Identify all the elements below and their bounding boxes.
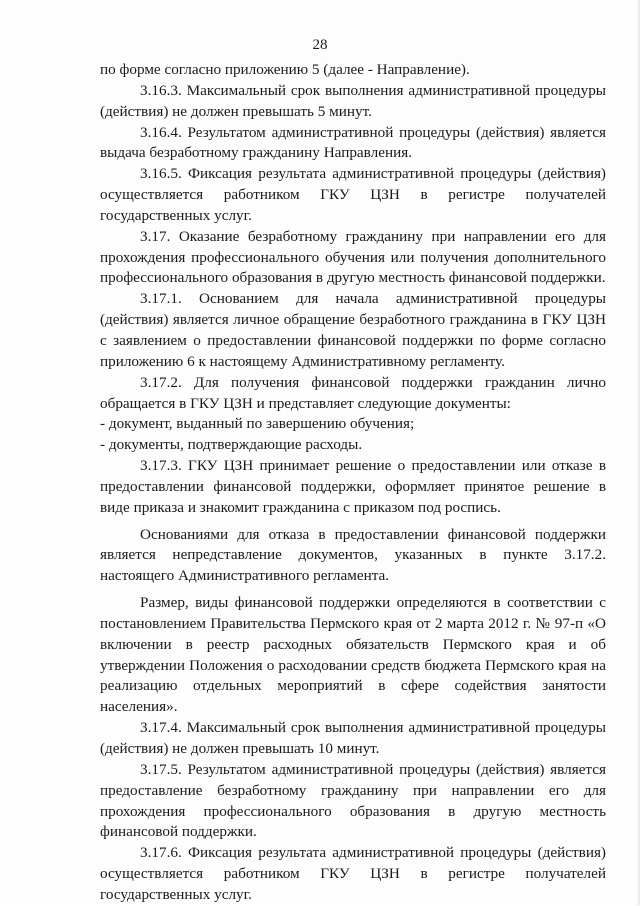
paragraph-continuation: по форме согласно приложению 5 (далее - Направление). bbox=[100, 61, 470, 78]
paragraph-3-17: 3.17. Оказание безработному гражданину при направлении его для прохождения профессионального обучения или получения дополнительного профессионального образования в другую местность финансовой поддержки. bbox=[100, 227, 606, 287]
list-item-expenses: - документы, подтверждающие расходы. bbox=[100, 436, 363, 454]
paragraph-support-amount: Размер, виды финансовой поддержки определяются в соответствии с постановлением Правительства Пермского края от 2 марта 2012 г. № 97-п «О включении в реестр расходных обязательств Пермского края и об утверждении Положения о расходовании средств бюджета Пермского края на реализацию отдельных мероприятий в сфере содействия занятости населения». bbox=[100, 594, 606, 716]
paragraph-3-17-4: 3.17.4. Максимальный срок выполнения административной процедуры (действия) не должен превышать 10 минут. bbox=[100, 719, 606, 757]
list-item-document: - документ, выданный по завершению обучения; bbox=[100, 415, 415, 433]
paragraph-3-17-5: 3.17.5. Результатом административной процедуры (действия) является предоставление безработному гражданину при направлении его для прохождения профессионального образования в другую местность финансовой поддержки. bbox=[100, 760, 606, 841]
scan-edge-shadow bbox=[636, 0, 640, 905]
paragraph-3-16-5: 3.16.5. Фиксация результата административной процедуры (действия) осуществляется работником ГКУ ЦЗН в регистре получателей государственных услуг. bbox=[100, 165, 606, 224]
document-body bbox=[100, 60, 606, 906]
paragraph-3-17-1: 3.17.1. Основанием для начала административной процедуры (действия) является личное обращение безработного гражданина в ГКУ ЦЗН с заявлением о предоставлении финансовой поддержки по форме согласно приложению 6 к настоящему Административному регламенту. bbox=[100, 290, 606, 370]
paragraph-3-17-2: 3.17.2. Для получения финансовой поддержки гражданин лично обращается в ГКУ ЦЗН и представляет следующие документы: bbox=[100, 373, 606, 412]
page-number: 28 bbox=[312, 37, 328, 53]
paragraph-3-16-4: 3.16.4. Результатом административной процедуры (действия) является выдача безработному гражданину Направления. bbox=[100, 123, 606, 162]
paragraph-3-17-3: 3.17.3. ГКУ ЦЗН принимает решение о предоставлении или отказе в предоставлении финансовой поддержки, оформляет принятое решение в виде приказа и знакомит гражданина с приказом под роспись. bbox=[100, 457, 606, 516]
paragraph-refusal-grounds: Основаниями для отказа в предоставлении финансовой поддержки является непредставление документов, указанных в пункте 3.17.2. настоящего Административного регламента. bbox=[100, 525, 606, 585]
paragraph-3-17-6: 3.17.6. Фиксация результата административной процедуры (действия) осуществляется работником ГКУ ЦЗН в регистре получателей государственных услуг. bbox=[100, 844, 606, 903]
paragraph-3-16-3: 3.16.3. Максимальный срок выполнения административной процедуры (действия) не должен превышать 5 минут. bbox=[100, 81, 606, 120]
